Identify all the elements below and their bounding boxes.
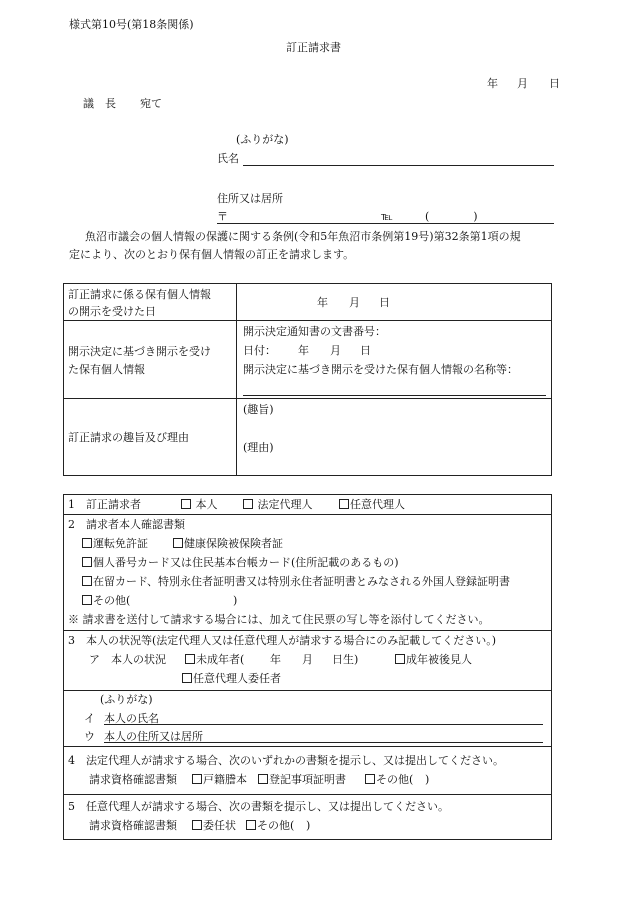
row2-label-2: た保有個人情報 — [68, 363, 145, 376]
s2-checkbox-residence[interactable] — [82, 575, 510, 589]
doc-date-day[interactable]: 日 — [360, 344, 371, 357]
applicant-address-field[interactable] — [217, 223, 554, 224]
s2-label: 2 請求者本人確認書類 — [68, 518, 185, 531]
checkbox-icon — [395, 654, 405, 664]
table2-divider — [63, 514, 552, 515]
checkbox-icon — [246, 820, 256, 830]
s2-checkbox-other[interactable] — [82, 594, 130, 608]
addressee-position: 議 長 — [83, 97, 116, 110]
checkbox-icon — [182, 673, 192, 683]
s5-checkbox-other[interactable] — [246, 819, 294, 833]
info-name-field[interactable] — [243, 395, 546, 396]
s5-other-label: その他( — [257, 819, 295, 832]
applicant-name-label: 氏名 — [217, 152, 239, 165]
s2-insurance-label: 健康保険被保険者証 — [184, 537, 283, 550]
s5-checkbox-proxy[interactable] — [192, 819, 236, 833]
row1-day[interactable]: 日 — [379, 296, 390, 309]
s2-checkbox-insurance[interactable] — [173, 537, 283, 551]
doc-number-label[interactable]: 開示決定通知書の文書番号： — [243, 325, 386, 338]
intro-line2: 定により、次のとおり保有個人情報の訂正を請求します。 — [69, 248, 355, 261]
checkbox-icon — [173, 538, 183, 548]
s3-delegator-label: 任意代理人委任者 — [193, 672, 281, 685]
s3-a-label: ア 本人の状況 — [89, 653, 166, 666]
applicant-name-field[interactable] — [243, 165, 554, 166]
s2-other-label: その他( — [93, 594, 131, 607]
row1-label-2: の開示を受けた日 — [68, 305, 156, 318]
row2-label: 開示決定に基づき開示を受け — [68, 345, 211, 358]
checkbox-icon — [339, 499, 349, 509]
s4-checkbox-other[interactable] — [365, 773, 413, 787]
s2-checkbox-license[interactable] — [82, 537, 148, 551]
checkbox-icon — [192, 774, 202, 784]
s1-checkbox-voluntary[interactable] — [339, 498, 405, 512]
s1-checkbox-self[interactable] — [181, 498, 218, 512]
addressee-suffix: 宛て — [140, 97, 162, 110]
s1-opt-self-label: 本人 — [195, 498, 218, 511]
principal-address-field[interactable] — [104, 742, 543, 743]
s4-registry-label: 登記事項証明書 — [269, 773, 346, 786]
s1-opt-voluntary-label: 任意代理人 — [350, 498, 405, 511]
row1-month[interactable]: 月 — [349, 296, 360, 309]
s3-checkbox-minor[interactable] — [185, 653, 244, 667]
s4-other-label: その他( — [376, 773, 414, 786]
checkbox-icon — [82, 538, 92, 548]
s4-docs-label: 請求資格確認書類 — [89, 773, 177, 786]
date-day: 日 — [549, 77, 560, 90]
s4-checkbox-koseki[interactable] — [192, 773, 247, 787]
principal-name-field[interactable] — [104, 724, 543, 725]
applicant-address-label: 住所又は居所 — [217, 192, 283, 205]
s3-i-mark: イ — [84, 712, 95, 725]
checkbox-icon — [82, 557, 92, 567]
checkbox-icon — [82, 595, 92, 605]
s3-label: 3 本人の状況等(法定代理人又は任意代理人が請求する場合にのみ記載してください。) — [68, 634, 497, 647]
table1-row-divider — [63, 398, 552, 399]
s5-other-close: ) — [306, 819, 311, 832]
date-month: 月 — [517, 77, 528, 90]
doc-date-label: 日付： — [243, 344, 276, 357]
date-year: 年 — [487, 77, 498, 90]
s5-docs-label: 請求資格確認書類 — [89, 819, 177, 832]
s2-checkbox-mynumber[interactable] — [82, 556, 399, 570]
checkbox-icon — [185, 654, 195, 664]
checkbox-icon — [243, 499, 253, 509]
row1-label: 訂正請求に係る保有個人情報 — [68, 288, 211, 301]
s2-license-label: 運転免許証 — [93, 537, 148, 550]
s1-checkbox-legal[interactable] — [243, 498, 313, 512]
s1-opt-legal-label: 法定代理人 — [257, 498, 313, 511]
s3-minor-born[interactable]: 日生) — [332, 653, 359, 666]
purpose-label[interactable]: (趣旨) — [243, 403, 274, 416]
s3-minor-month[interactable]: 月 — [302, 653, 313, 666]
s3-u-mark: ウ — [84, 730, 95, 743]
table2-divider — [63, 630, 552, 631]
checkbox-icon — [82, 576, 92, 586]
s4-label: 4 法定代理人が請求する場合、次のいずれかの書類を提示し、又は提出してください。 — [68, 754, 504, 767]
table2-divider — [63, 746, 552, 747]
info-name-label: 開示決定に基づき開示を受けた保有個人情報の名称等： — [243, 363, 518, 376]
row1-year[interactable]: 年 — [317, 296, 328, 309]
s2-other-close: ) — [233, 594, 238, 607]
s5-proxy-label: 委任状 — [203, 819, 236, 832]
doc-date-month[interactable]: 月 — [330, 344, 341, 357]
s3-checkbox-adult-ward[interactable] — [395, 653, 472, 667]
s3-u-label: 本人の住所又は居所 — [104, 730, 203, 743]
s5-label: 5 任意代理人が請求する場合、次の書類を提示し、又は提出してください。 — [68, 800, 449, 813]
row3-label: 訂正請求の趣旨及び理由 — [68, 431, 189, 444]
doc-date-year[interactable]: 年 — [298, 344, 309, 357]
page-title: 訂正請求書 — [286, 41, 341, 54]
table1-row-divider — [63, 320, 552, 321]
postal-mark: 〒 — [217, 210, 228, 223]
s4-other-close: ) — [425, 773, 430, 786]
tel-paren: ( ) — [425, 210, 478, 223]
intro-line1: 魚沼市議会の個人情報の保護に関する条例(令和5年魚沼市条例第19号)第32条第1項の規 — [85, 230, 521, 243]
checkbox-icon — [181, 499, 191, 509]
table2-divider — [63, 794, 552, 795]
applicant-furigana: (ふりがな) — [236, 133, 289, 146]
s2-residence-label: 在留カード、特別永住者証明書又は特別永住者証明書とみなされる外国人登録証明書 — [93, 575, 511, 588]
s3-minor-year[interactable]: 年 — [270, 653, 281, 666]
s3-adult-ward-label: 成年被後見人 — [406, 653, 472, 666]
s3-minor-label: 未成年者( — [196, 653, 245, 666]
checkbox-icon — [192, 820, 202, 830]
reason-label[interactable]: (理由) — [243, 441, 274, 454]
table1-divider — [236, 283, 237, 476]
s3-i-label: 本人の氏名 — [104, 712, 159, 725]
s4-koseki-label: 戸籍謄本 — [203, 773, 247, 786]
s4-checkbox-registry[interactable] — [258, 773, 346, 787]
s3-furigana: (ふりがな) — [100, 693, 153, 706]
s2-note: ※ 請求書を送付して請求する場合には、加えて住民票の写し等を添付してください。 — [68, 613, 490, 626]
checkbox-icon — [258, 774, 268, 784]
s1-label: 1 訂正請求者 — [68, 498, 141, 511]
s2-mynumber-label: 個人番号カード又は住民基本台帳カード(住所記載のあるもの) — [93, 556, 399, 569]
s3-checkbox-delegator[interactable] — [182, 672, 281, 686]
tel-mark: ℡ — [381, 210, 393, 223]
table2-divider — [63, 690, 552, 691]
checkbox-icon — [365, 774, 375, 784]
form-id: 様式第10号(第18条関係) — [69, 18, 194, 31]
